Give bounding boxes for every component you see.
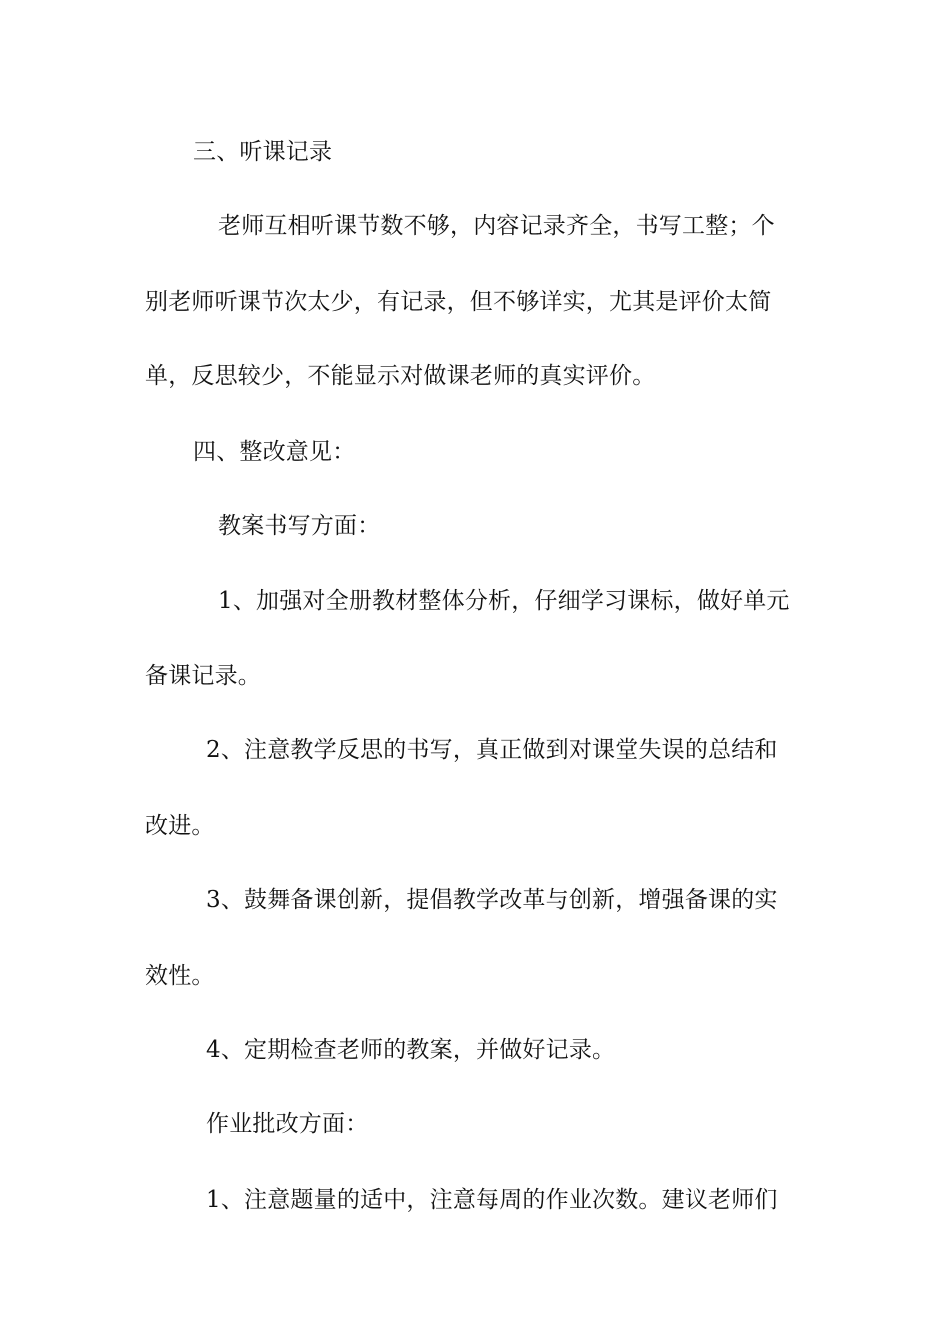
list-item: 4、定期检查老师的教案，并做好记录。 [206, 1037, 616, 1063]
list-item-continuation: 效性。 [145, 963, 215, 989]
list-item-continuation: 备课记录。 [145, 663, 261, 689]
list-item: 3、鼓舞备课创新，提倡教学改革与创新，增强备课的实 [206, 887, 778, 913]
subheading-lesson-plan: 教案书写方面： [218, 513, 381, 539]
list-item: 2、注意教学反思的书写，真正做到对课堂失误的总结和 [206, 737, 778, 763]
list-item: 1、加强对全册教材整体分析，仔细学习课标，做好单元 [218, 588, 790, 614]
subheading-homework: 作业批改方面： [206, 1111, 369, 1137]
section-heading-rectification: 四、整改意见： [193, 439, 356, 465]
list-item-continuation: 改进。 [145, 813, 215, 839]
paragraph-line: 单，反思较少，不能显示对做课老师的真实评价。 [145, 363, 656, 389]
list-item: 1、注意题量的适中，注意每周的作业次数。建议老师们 [206, 1187, 778, 1213]
section-heading-listening-records: 三、听课记录 [193, 139, 333, 165]
paragraph-line: 别老师听课节次太少，有记录，但不够详实，尤其是评价太简 [145, 289, 772, 315]
paragraph-line: 老师互相听课节数不够，内容记录齐全，书写工整；个 [218, 213, 775, 239]
